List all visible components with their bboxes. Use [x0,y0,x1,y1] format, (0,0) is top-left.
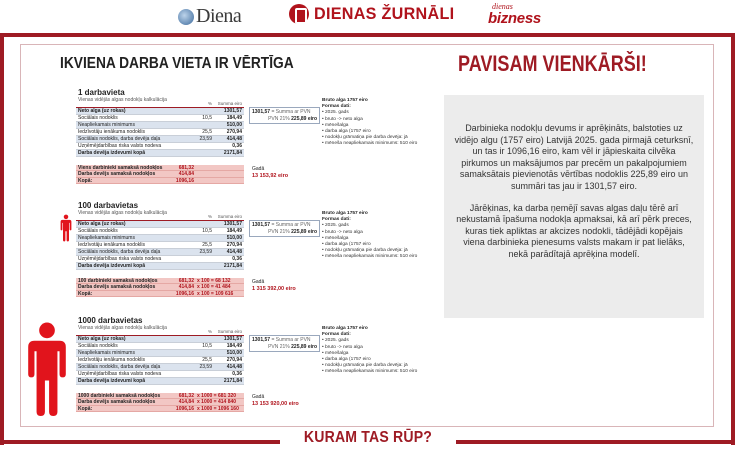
row-label: Sociālais nodoklis, darba devēja daļa [76,136,192,143]
sum-header: Summa eiro [214,329,244,336]
info-item: • 2025. gads [322,338,349,344]
annual-total [252,279,296,292]
row-pct: 25,5 [192,357,214,364]
summary-row [76,406,244,412]
annual-value: 13 153 920,00 eiro [252,400,299,407]
table-row [76,108,244,115]
table-row [76,150,244,157]
row-label: Neapliekamais minimums [76,122,192,129]
row-value: 414,48 [214,364,244,371]
row-pct [192,122,214,129]
bizness-logo-small: dienas [492,2,513,11]
row-pct: 10,5 [192,228,214,235]
table-row [76,221,244,228]
pvn-sum-value: 1301,57 [252,337,271,343]
table-row [76,228,244,235]
bottom-title: KURAM TAS RŪP? [280,428,456,451]
row-pct [192,371,214,378]
row-value: 510,00 [214,122,244,129]
summary-label: Kopā: [78,290,93,297]
table-row [76,256,244,263]
summary-label: Viens darbinieki samaksā nodokļos [78,165,163,171]
table-row [76,129,244,136]
row-value: 2171,84 [214,150,244,157]
info-item: • mēneša neapliekamais minimums: 510 eiro [322,369,418,375]
summary-row [76,291,244,297]
info-item: • mēneša neapliekamais minimums: 510 eiro [322,254,418,260]
row-value: 270,94 [214,129,244,136]
row-value: 270,94 [214,357,244,364]
summary-value: 681,32 [178,393,194,399]
tax-summary [76,278,244,297]
row-pct: 23,59 [192,249,214,256]
summary-multiplied: x 100 = 109 616 [197,290,234,297]
info-item: • nodokļu grāmatiņa pie darba devēja: jā [322,248,408,254]
row-label: Iedzīvotāju ienākuma nodoklis [76,357,192,364]
row-label: Neapliekamais minimums [76,235,192,242]
row-label: Uzņēmējdarbības riska valsts nodeva [76,371,192,378]
summary-multiplied [194,178,242,183]
annual-total [252,394,299,407]
tax-calculation-table [76,214,244,270]
summary-value: 1096,16 [175,405,194,412]
tax-calculation-table [76,101,244,157]
row-value: 1301,57 [214,108,244,115]
row-value: 510,00 [214,350,244,357]
summary-label: Darba devējs samaksā nodokļos [78,399,156,406]
summary-value: 1096,16 [175,290,194,297]
row-label: Neto alga (uz rokas) [76,336,192,343]
person-icon [25,322,69,416]
table-row [76,343,244,350]
row-value: 414,48 [214,249,244,256]
pvn-sum-label: = Summa ar PVN [271,109,311,115]
row-label: Darba devēja izdevumi kopā [76,150,192,157]
form-data-head: Formas dati: [322,332,351,338]
table-row [76,357,244,364]
summary-label: 1000 darbinieki samaksā nodokļos [78,393,161,399]
gross-salary-head: Bruto alga 1757 eiro [322,211,368,216]
summary-multiplied [194,165,242,170]
side-paragraph-1: Darbinieka nodokļu devums ir aprēķināts, balstoties uz vidējo algu (1757 eiro) Latvijā 2025. gada pirmajā ceturksnī, un tas ir 1096,16 eiro, kam vēl ir jāpieskaita cilvēka pirkumos un maksājumos par precēm un pakalpojumiem samaksātais pievienotās vērtības nodoklis 225,89 eiro un summāri tas jau ir 1301,57 eiro. [454,123,694,191]
sum-header: Summa eiro [214,214,244,221]
pvn-sum-label: = Summa ar PVN [271,337,311,343]
info-item: • darba alga (1757 eiro [322,357,371,363]
annual-label: Gadā [252,394,265,400]
table-row [76,350,244,357]
info-item: • darba alga (1757 eiro [322,242,371,248]
dienas-bizness-logo[interactable] [488,3,541,27]
row-value: 2171,84 [214,263,244,270]
section-title: 1000 darbavietas [78,316,143,325]
row-pct: 10,5 [192,115,214,122]
summary-value: 1096,16 [175,177,194,184]
person-icon [60,214,72,242]
row-value: 0,36 [214,371,244,378]
summary-value: 681,32 [178,278,194,284]
summary-row [76,178,244,184]
info-item: • mēnešalga [322,122,349,128]
zurnali-badge-icon [289,4,309,24]
side-text-box [444,95,704,318]
row-label: Iedzīvotāju ienākuma nodoklis [76,242,192,249]
table-row [76,371,244,378]
row-label: Sociālais nodoklis [76,228,192,235]
summary-multiplied [194,171,242,176]
gross-salary-head: Bruto alga 1757 eiro [322,98,368,103]
table-row [76,235,244,242]
table-row [76,263,244,270]
dienas-zurnali-logo[interactable] [289,4,462,24]
pvn-rate-value: 225,89 eiro [291,343,317,350]
gross-salary-info [322,98,440,148]
row-value: 0,36 [214,143,244,150]
annual-label: Gadā [252,166,265,172]
table-row [76,378,244,385]
row-label: Darba devēja izdevumi kopā [76,378,192,385]
row-pct [192,150,214,157]
form-data-head: Formas dati: [322,217,351,223]
pvn-box [249,335,320,352]
gross-salary-info [322,326,440,376]
info-item: • mēnešalga [322,235,349,241]
row-pct [192,378,214,385]
pvn-sum-label: = Summa ar PVN [271,222,311,228]
row-value: 184,49 [214,228,244,235]
summary-value: 681,32 [178,165,194,171]
main-title: IKVIENA DARBA VIETA IR VĒRTĪGA [60,55,294,72]
section-subtitle: Vienas vidējās algas nodokļu kalkulācija [78,210,167,216]
row-pct [192,221,214,228]
section-subtitle: Vienas vidējās algas nodokļu kalkulācija [78,97,167,103]
summary-label: Kopā: [78,405,93,412]
table-row [76,136,244,143]
frame-left-border [0,33,4,445]
annual-total [252,166,288,179]
row-label: Darba devēja izdevumi kopā [76,263,192,270]
row-label: Sociālais nodoklis, darba devēja daļa [76,364,192,371]
table-row [76,249,244,256]
row-pct [192,263,214,270]
pvn-box [249,220,320,237]
table-row [76,115,244,122]
row-value: 270,94 [214,242,244,249]
pct-header: % [192,101,214,108]
info-item: • mēnešalga [322,350,349,356]
pvn-rate-label: PVN 21% [268,228,290,235]
info-item: • mēneša neapliekamais minimums: 510 eiro [322,141,418,147]
row-value: 184,49 [214,343,244,350]
row-value: 0,36 [214,256,244,263]
summary-multiplied: x 1000 = 1096 160 [197,405,239,412]
globe-icon [178,9,194,25]
section-title: 1 darbavieta [78,88,125,97]
row-label: Iedzīvotāju ienākuma nodoklis [76,129,192,136]
row-value: 2171,84 [214,378,244,385]
summary-multiplied: x 100 = 41 484 [197,284,231,291]
info-item: • bruto -> neto alga [322,229,363,235]
pvn-box [249,107,320,124]
info-item: • nodokļu grāmatiņa pie darba devēja: jā [322,135,408,141]
side-paragraph-2: Jārēķinas, ka darba ņemējī savas algas daļu tērē arī nekustamā īpašuma nodokļa apmaksai, kā arī pērk preces, kuras tiek apliktas ar akcizes nodokli, tādējādi kopējais viena darbinieka pienesums valsts makam ir pat lielāks, nekā parādītajā aprēķina modelī. [456,202,692,259]
row-pct [192,256,214,263]
pvn-rate-label: PVN 21% [268,115,290,122]
summary-label: Darba devējs samaksā nodokļos [78,171,156,178]
bizness-logo-big: bizness [488,10,541,27]
row-value: 1301,57 [214,221,244,228]
row-pct: 25,5 [192,129,214,136]
pvn-rate-label: PVN 21% [268,343,290,350]
side-title: PAVISAM VIENKĀRŠI! [458,51,647,76]
row-label: Uzņēmējdarbības riska valsts nodeva [76,256,192,263]
tax-calculation-table [76,329,244,385]
table-row [76,122,244,129]
table-row [76,242,244,249]
annual-label: Gadā [252,279,265,285]
annual-value: 1 315 392,00 eiro [252,285,296,292]
pvn-rate-value: 225,89 eiro [291,228,317,235]
pct-header: % [192,329,214,336]
info-item: • 2025. gads [322,110,349,116]
row-pct [192,235,214,242]
table-row [76,143,244,150]
row-value: 414,48 [214,136,244,143]
summary-value: 414,84 [178,171,194,178]
row-value: 184,49 [214,115,244,122]
row-pct: 23,59 [192,364,214,371]
summary-multiplied: x 1000 = 681 320 [197,393,237,399]
row-value: 1301,57 [214,336,244,343]
row-pct: 25,5 [192,242,214,249]
diena-logo[interactable] [178,5,241,28]
summary-multiplied: x 100 = 68 132 [197,278,231,284]
frame-right-border [731,33,735,445]
row-pct [192,336,214,343]
info-item: • 2025. gads [322,223,349,229]
summary-label: 100 darbinieki samaksā nodokļos [78,278,158,284]
sum-header: Summa eiro [214,101,244,108]
section-subtitle: Vienas vidējās algas nodokļu kalkulācija [78,325,167,331]
summary-multiplied: x 1000 = 414 840 [197,399,237,406]
row-label: Sociālais nodoklis [76,115,192,122]
section-title: 100 darbavietas [78,201,139,210]
summary-value: 414,84 [178,284,194,291]
row-label: Neapliekamais minimums [76,350,192,357]
row-pct [192,350,214,357]
info-item: • bruto -> neto alga [322,116,363,122]
summary-value: 414,84 [178,399,194,406]
gross-salary-info [322,211,440,261]
row-label: Uzņēmējdarbības riska valsts nodeva [76,143,192,150]
info-item: • darba alga (1757 eiro [322,129,371,135]
row-pct [192,143,214,150]
row-label: Neto alga (uz rokas) [76,108,192,115]
row-value: 510,00 [214,235,244,242]
row-label: Sociālais nodoklis [76,343,192,350]
table-row [76,336,244,343]
logo-bar [0,0,735,30]
info-item: • bruto -> neto alga [322,344,363,350]
row-pct [192,108,214,115]
row-pct: 23,59 [192,136,214,143]
form-data-head: Formas dati: [322,104,351,110]
annual-value: 13 153,92 eiro [252,172,289,179]
row-label: Sociālais nodoklis, darba devēja daļa [76,249,192,256]
summary-label: Kopā: [78,177,93,184]
summary-label: Darba devējs samaksā nodokļos [78,284,156,291]
pvn-sum-value: 1301,57 [252,109,271,115]
diena-logo-text: Diena [196,5,242,27]
row-label: Neto alga (uz rokas) [76,221,192,228]
zurnali-logo-text: DIENAS ŽURNĀLI [314,4,455,23]
pvn-rate-value: 225,89 eiro [291,115,317,122]
pct-header: % [192,214,214,221]
gross-salary-head: Bruto alga 1757 eiro [322,326,368,331]
info-item: • nodokļu grāmatiņa pie darba devēja: jā [322,363,408,369]
tax-summary [76,165,244,184]
tax-summary [76,393,244,412]
pvn-sum-value: 1301,57 [252,222,271,228]
row-pct: 10,5 [192,343,214,350]
table-row [76,364,244,371]
